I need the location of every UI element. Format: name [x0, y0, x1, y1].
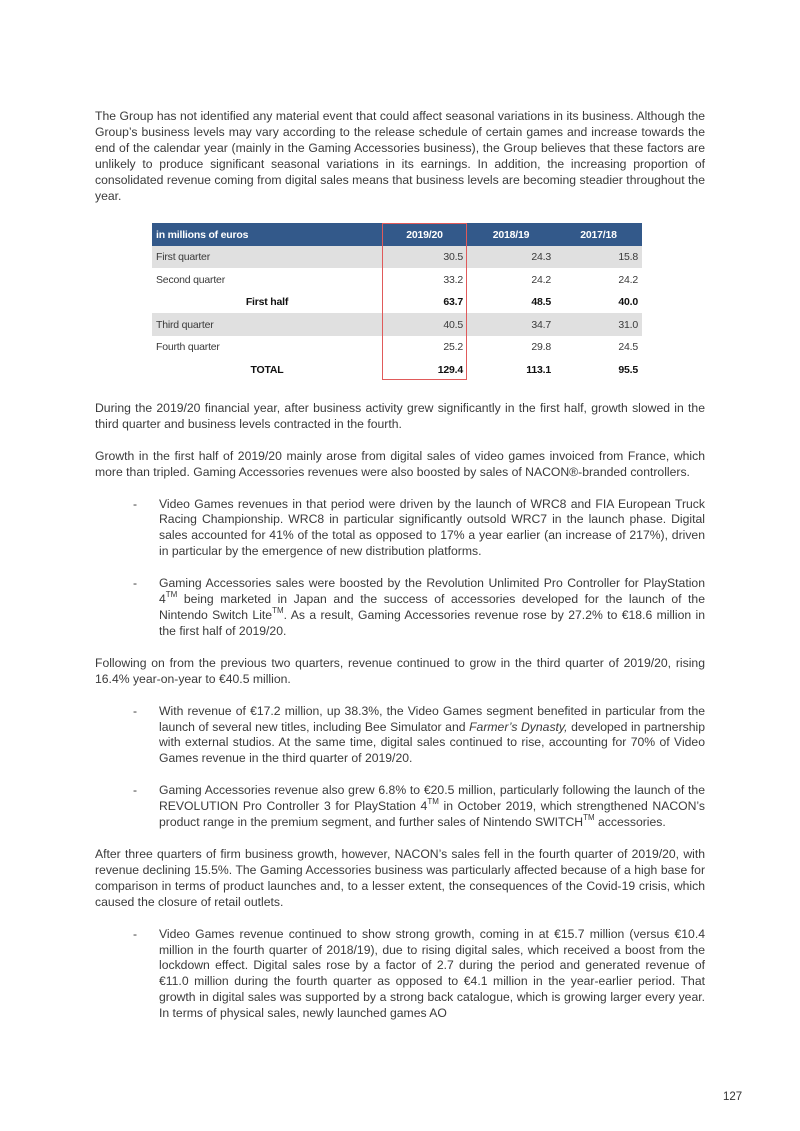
paragraph-third-quarter: Following on from the previous two quarters, revenue continued to grow in the third quarter of 2019/20, rising 16.4% year-on-year to €40.5 million.	[95, 655, 705, 686]
header-unit: in millions of euros	[152, 223, 382, 246]
row-label: Fourth quarter	[156, 341, 220, 354]
bullet-dash: -	[133, 576, 138, 591]
header-2017-18: 2017/18	[555, 223, 642, 246]
page-number: 127	[723, 1091, 743, 1103]
table-row	[152, 246, 642, 269]
page-content	[95, 109, 705, 1038]
cell-value: 30.5	[382, 246, 467, 269]
row-label: Second quarter	[156, 273, 225, 286]
bullet-text: Video Games revenues in that period were driven by the launch of WRC8 and FIA European Truck Racing Championship. WRC8 in particular significantly outsold WRC7 in the launch phase. Digital sales accounted for 41% of the total as opposed to 17% a year earlier (an increase of 217%), driven in particular by the emergence of new distribution platforms.	[159, 496, 705, 559]
bullet-video-games-q3	[95, 704, 705, 768]
cell-value: 24.2	[618, 273, 638, 286]
paragraph-overview: During the 2019/20 financial year, after business activity grew significantly in the first half, growth slowed in the third quarter and business levels contracted in the fourth.	[95, 400, 705, 431]
cell-value: 25.2	[443, 341, 463, 354]
row-label: Third quarter	[152, 313, 382, 336]
paragraph-fourth-quarter: After three quarters of firm business growth, however, NACON’s sales fell in the fourth quarter of 2019/20, with revenue declining 15.5%. The Gaming Accessories business was particularly affected because of a high base for comparison in terms of product launches and, to a lesser extent, the consequences of the Covid-19 crisis, which caused the closure of retail outlets.	[95, 846, 705, 909]
bullet-text: With revenue of €17.2 million, up 38.3%, the Video Games segment benefited in particular from the launch of several new titles, including Bee Simulator and Farmer’s Dynasty, developed in partnership with external studios. At the same time, digital sales continued to rise, accounting for 70% of Video Games revenue in the third quarter of 2019/20.	[159, 703, 705, 766]
bullet-dash: -	[133, 783, 138, 798]
table-row-total	[152, 358, 642, 381]
cell-value: 29.8	[531, 341, 551, 354]
bullet-dash: -	[133, 703, 138, 718]
bullet-dash: -	[133, 926, 138, 941]
bullet-text: Gaming Accessories sales were boosted by the Revolution Unlimited Pro Controller for PlayStation 4™ being marketed in Japan and the success of accessories developed for the launch of the Nintendo Switch Lite™. As a result, Gaming Accessories revenue rose by 27.2% to €18.6 million in the first half of 2019/20.	[159, 576, 705, 638]
header-2018-19: 2018/19	[467, 223, 555, 246]
table-row-subtotal	[152, 291, 642, 314]
table-header-row	[152, 223, 642, 246]
bullet-video-games-q4	[95, 927, 705, 1022]
row-label: First half	[245, 296, 289, 309]
intro-paragraph: The Group has not identified any material event that could affect seasonal variations in its business. Although the Group’s business levels may vary according to the release schedule of certain games and increase towards the end of the calendar year (mainly in the Gaming Accessories business), the Group believes that these factors are unlikely to produce significant seasonal variations in its earnings. In addition, the increasing proportion of consolidated revenue coming from digital sales means that business levels are becoming steadier throughout the year.	[95, 109, 705, 203]
header-2019-20: 2019/20	[382, 223, 467, 246]
cell-value: 15.8	[555, 246, 642, 269]
cell-value: 33.2	[443, 273, 463, 286]
table-row	[152, 313, 642, 336]
cell-value: 63.7	[443, 296, 463, 309]
cell-value: 113.1	[526, 363, 551, 376]
bullet-accessories-q3	[95, 783, 705, 831]
cell-value: 24.3	[467, 246, 555, 269]
bullet-text: Video Games revenue continued to show strong growth, coming in at €15.7 million (versus €10.4 million in the fourth quarter of 2018/19), due to rising digital sales, which received a boost from the lockdown effect. Digital sales rose by a factor of 2.7 during the period and generated revenue of €11.0 million during the fourth quarter as opposed to €4.1 million in the year-earlier period. That growth in digital sales was supported by a strong back catalogue, which is growing larger every year. In terms of physical sales, newly launched games AO	[159, 926, 705, 1021]
cell-value: 34.7	[467, 313, 555, 336]
table-row	[152, 336, 642, 359]
row-label: TOTAL	[250, 363, 284, 376]
table-row	[152, 268, 642, 291]
cell-value: 40.0	[618, 296, 638, 309]
cell-value: 40.5	[382, 313, 467, 336]
cell-value: 129.4	[437, 363, 463, 376]
cell-value: 24.2	[531, 273, 551, 286]
seasonality-table-wrapper	[152, 223, 642, 381]
cell-value: 31.0	[555, 313, 642, 336]
bullet-dash: -	[133, 496, 138, 511]
bullet-text: Gaming Accessories revenue also grew 6.8% to €20.5 million, particularly following the launch of the REVOLUTION Pro Controller 3 for PlayStation 4™ in October 2019, which strengthened NACON’s product range in the premium segment, and further sales of Nintendo SWITCH™ accessories.	[159, 783, 705, 830]
bullet-accessories-h1	[95, 576, 705, 640]
paragraph-first-half: Growth in the first half of 2019/20 mainly arose from digital sales of video games invoiced from France, which more than tripled. Gaming Accessories revenues were also boosted by sales of NACON®-branded controllers.	[95, 448, 705, 479]
quarterly-revenue-table	[152, 223, 642, 381]
bullet-video-games-h1	[95, 497, 705, 561]
cell-value: 24.5	[618, 341, 638, 354]
cell-value: 95.5	[618, 363, 638, 376]
row-label: First quarter	[152, 246, 382, 269]
cell-value: 48.5	[531, 296, 551, 309]
